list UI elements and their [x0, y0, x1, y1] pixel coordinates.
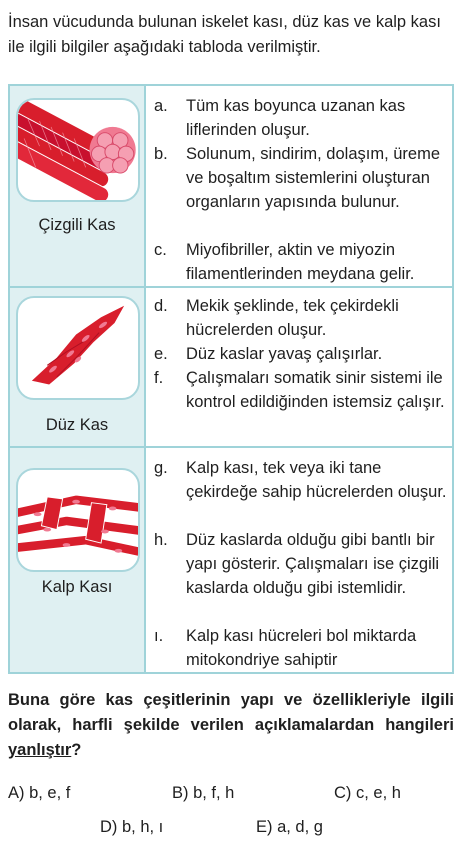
option-a[interactable]: A) b, e, f	[8, 784, 71, 802]
statement-text: Düz kaslar yavaş çalışırlar.	[186, 345, 383, 363]
statement-letter: g.	[154, 459, 168, 477]
statement-letter: ı.	[154, 627, 164, 645]
statement-a	[154, 94, 452, 142]
striated-muscle-icon	[16, 98, 140, 202]
statement-list	[144, 288, 452, 446]
question-text	[8, 688, 454, 763]
question-before: Buna göre kas çeşitlerinin yapı ve özellikleriyle ilgili olarak, harfli şekilde verilen açıklamalardan hangileri	[8, 691, 454, 734]
muscle-label-striated: Çizgili Kas	[38, 216, 116, 234]
image-cell	[10, 448, 144, 672]
statement-text: Tüm kas boyunca uzanan kas liflerinden oluşur.	[186, 97, 406, 139]
table-row-cardiac	[10, 446, 452, 672]
question-emphasis: yanlıştır	[8, 741, 72, 759]
statement-letter: f.	[154, 369, 164, 387]
statement-g	[154, 456, 452, 504]
statement-list	[144, 448, 452, 672]
image-cell	[10, 86, 144, 286]
statement-letter: a.	[154, 97, 168, 115]
statement-text: Kalp kası hücreleri bol miktarda mitokondriye sahiptir	[186, 627, 417, 669]
statement-text: Düz kaslarda olduğu gibi bantlı bir yapı gösterir. Çalışmaları ise çizgili kaslarda olduğu gibi istemlidir.	[186, 531, 440, 597]
statement-d	[154, 294, 452, 342]
muscle-label-cardiac: Kalp Kası	[41, 578, 113, 596]
statement-list	[144, 86, 452, 286]
statement-b	[154, 142, 452, 214]
intro-text: İnsan vücudunda bulunan iskelet kası, düz kas ve kalp kası ile ilgili bilgiler aşağıdaki tabloda verilmiştir.	[8, 13, 441, 56]
statement-c	[154, 238, 452, 286]
table-row-smooth	[10, 286, 452, 446]
option-b[interactable]: B) b, f, h	[172, 784, 235, 802]
statement-text: Kalp kası, tek veya iki tane çekirdeğe sahip hücrelerden oluşur.	[186, 459, 447, 501]
statement-h	[154, 528, 452, 600]
smooth-muscle-icon	[16, 296, 140, 400]
option-c[interactable]: C) c, e, h	[334, 784, 401, 802]
statement-letter: d.	[154, 297, 168, 315]
statement-text: Mekik şeklinde, tek çekirdekli hücrelerden oluşur.	[186, 297, 399, 339]
image-cell	[10, 288, 144, 446]
option-e[interactable]: E) a, d, g	[256, 818, 323, 836]
question-after: ?	[71, 741, 82, 759]
statement-f	[154, 366, 452, 414]
cardiac-muscle-icon	[16, 468, 140, 572]
muscle-label-smooth: Düz Kas	[45, 416, 109, 434]
statement-letter: h.	[154, 531, 168, 549]
statement-text: Çalışmaları somatik sinir sistemi ile kontrol edildiğinden istemsiz çalışır.	[186, 369, 445, 411]
option-d[interactable]: D) b, h, ı	[100, 818, 164, 836]
table-row-striated	[10, 86, 452, 286]
statement-letter: e.	[154, 345, 168, 363]
statement-i	[154, 624, 452, 672]
statement-e	[154, 342, 452, 366]
statement-letter: c.	[154, 241, 167, 259]
statement-text: Miyofibriller, aktin ve miyozin filamentlerinden meydana gelir.	[186, 241, 415, 283]
statement-letter: b.	[154, 145, 168, 163]
muscle-table	[8, 84, 454, 674]
statement-text: Solunum, sindirim, dolaşım, üreme ve boşaltım sistemlerini oluşturan organların yapısında bulunur.	[186, 145, 441, 211]
